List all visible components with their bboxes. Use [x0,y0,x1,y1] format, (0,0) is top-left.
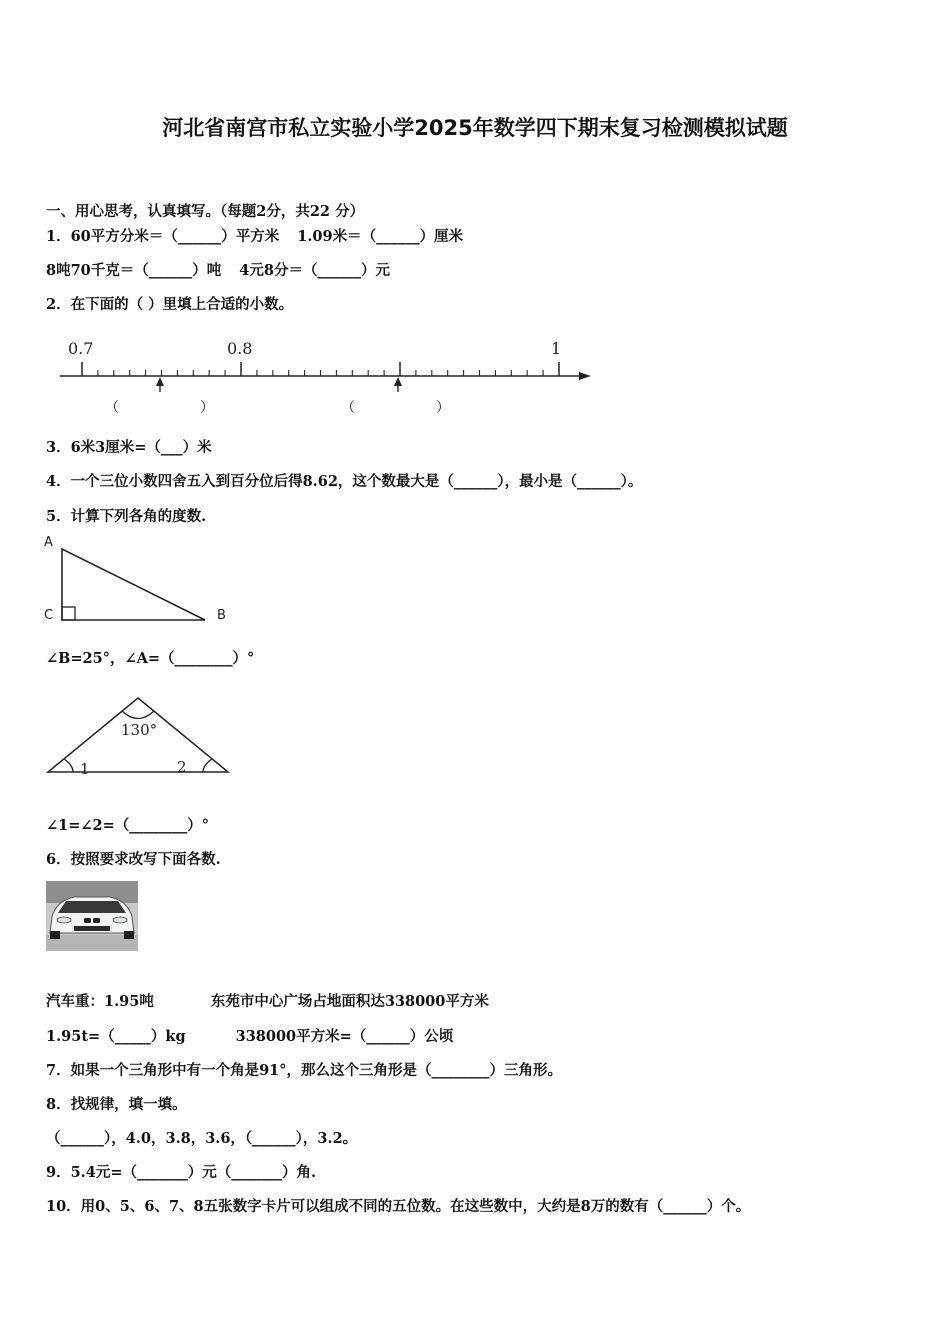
label-0-7: 0.7 [68,339,94,358]
answer-paren-2-close: ） [436,400,450,416]
right-angle-arc [203,759,212,772]
question-9: 9．5.4元=（_______）元（_______）角. [46,1164,317,1181]
axis-ticks [82,362,559,376]
angle-2-label: 2 [177,758,187,776]
number-line-figure [55,332,600,422]
arrow-marker-2 [394,377,402,392]
angle-1-label: 1 [80,760,90,778]
vertex-b-label: B [217,608,226,623]
q1-part-d: 4元8分＝（______）元 [239,262,390,279]
page-title: 河北省南宫市私立实验小学2025年数学四下期末复习检测模拟试题 [162,116,788,140]
question-6-facts [46,993,489,1011]
question-1-line-2 [46,262,390,280]
question-8-sequence: （______），4.0，3.8，3.6，（______），3.2。 [46,1130,358,1147]
left-angle-arc [64,759,73,772]
section-heading: 一、用心思考，认真填写。（每题2分，共22 分） [46,203,365,220]
question-5-answer-1: ∠B=25°，∠A=（________）° [46,650,255,667]
question-8: 8．找规律，填一填。 [46,1096,187,1113]
vertex-a-label: A [44,535,53,550]
question-10: 10．用0、5、6、7、8五张数字卡片可以组成不同的五位数。在这些数中，大约是8万的数有（______）个。 [46,1198,751,1215]
car-photo [46,881,138,951]
answer-paren-1-close: ） [200,400,214,416]
right-angle-mark [62,607,75,620]
top-angle-arc [122,711,154,719]
arrow-marker-1 [156,377,164,392]
q1-part-c: 8吨70千克＝（______）吨 [46,262,222,279]
label-1: 1 [551,339,562,358]
q6-ask-hectare: 338000平方米=（______）公顷 [235,1028,454,1045]
number-line-labels [68,339,561,358]
question-3: 3．6米3厘米=（___）米 [46,439,212,456]
question-2: 2．在下面的（ ）里填上合适的小数。 [46,296,294,313]
label-0-8: 0.8 [227,339,253,358]
vertex-c-label: C [44,608,54,623]
answer-paren-2-open: （ [341,400,355,416]
q6-ask-kg: 1.95t=（_____）kg [46,1028,186,1045]
q1-part-b: 1.09米＝（______）厘米 [297,228,464,245]
obtuse-triangle-figure [40,692,240,782]
question-1-line-1 [46,228,463,246]
triangle-abc [62,549,205,620]
question-6: 6．按照要求改写下面各数. [46,851,221,868]
answer-paren-1-open: （ [105,400,119,416]
q6-fact-car-weight: 汽车重：1.95吨 [46,993,154,1010]
question-5: 5．计算下列各角的度数. [46,508,207,525]
q1-part-a: 1．60平方分米＝（______）平方米 [46,228,280,245]
angle-130-label: 130° [121,721,158,739]
axis-arrow [579,372,591,380]
question-6-asks [46,1028,453,1046]
q6-fact-square-area: 东苑市中心广场占地面积达338000平方米 [210,993,489,1010]
question-7: 7．如果一个三角形中有一个角是91°，那么这个三角形是（________）三角形。 [46,1062,563,1079]
question-5-answer-2: ∠1=∠2=（________）° [46,817,210,834]
question-4: 4．一个三位小数四舍五入到百分位后得8.62，这个数最大是（______），最小是（______）。 [46,473,643,490]
right-triangle-figure [40,532,240,627]
